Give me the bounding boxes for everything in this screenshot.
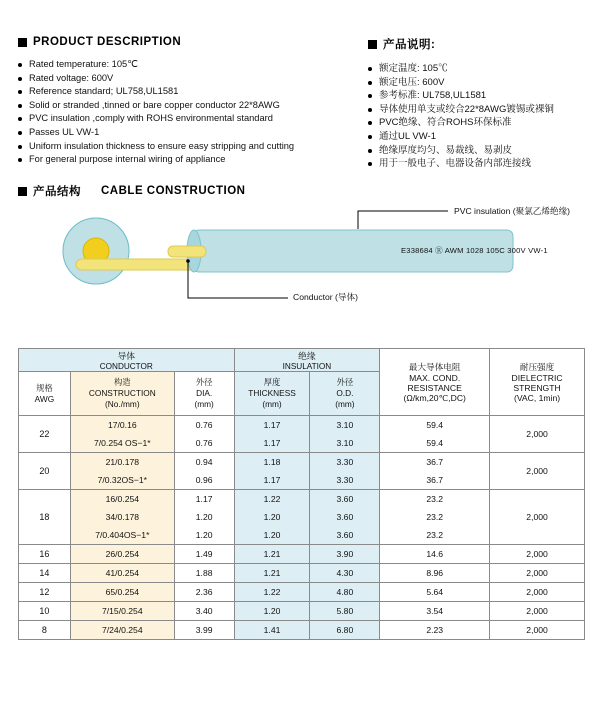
product-description-en	[18, 36, 348, 167]
column-header-dielectric	[490, 349, 585, 416]
column-header-od-unit: (mm)	[335, 399, 355, 409]
column-header-resistance-unit: (Ω/km,20℃,DC)	[403, 392, 466, 403]
list-item: 参考标准: UL758,UL1581	[368, 89, 598, 103]
column-header-od	[310, 372, 380, 416]
cell-line: 16/0.254	[105, 494, 140, 504]
section-title-en: PRODUCT DESCRIPTION	[33, 36, 182, 48]
cell-line: 7/0.404OS−1*	[95, 530, 150, 540]
cell-awg: 18	[19, 490, 71, 545]
column-header-resistance-en1: MAX. COND.	[409, 372, 461, 383]
cell-line: 1.17	[195, 494, 213, 504]
cell-line: 23.2	[426, 530, 444, 540]
table-row	[19, 564, 585, 583]
cell-construction	[70, 416, 174, 453]
cell-awg: 22	[19, 416, 71, 453]
cell-thickness: 1.20	[234, 602, 310, 621]
cell-construction	[70, 490, 174, 545]
column-header-dielectric-en1: DIELECTRIC	[511, 373, 563, 383]
cell-line: 21/0.178	[105, 457, 140, 467]
column-header-dielectric-en2: STRENGTH	[513, 383, 561, 393]
list-item: Reference standard; UL758,UL1581	[18, 85, 348, 99]
list-item: Rated temperature: 105℃	[18, 58, 348, 72]
cell-line: 3.10	[336, 420, 354, 430]
cell-line: 36.7	[426, 475, 444, 485]
table-row	[19, 602, 585, 621]
list-item: 绝缘厚度均匀、易裁线、易剥皮	[368, 144, 598, 158]
cell-awg: 14	[19, 564, 71, 583]
cell-awg: 20	[19, 453, 71, 490]
list-item: 额定电压: 600V	[368, 76, 598, 90]
cell-od: 3.90	[310, 545, 380, 564]
column-header-dia-unit: (mm)	[194, 399, 214, 409]
cell-resistance	[380, 453, 490, 490]
list-item: Passes UL VW-1	[18, 126, 348, 140]
cell-line: 1.22	[263, 494, 281, 504]
cable-construction-title-en: CABLE CONSTRUCTION	[101, 185, 246, 197]
cell-line: 0.76	[195, 420, 213, 430]
cell-awg: 12	[19, 583, 71, 602]
section-title-cn: 产品说明:	[383, 39, 436, 51]
leader-dot	[186, 259, 190, 263]
list-item: PVC insulation ,comply with ROHS environmental standard	[18, 112, 348, 126]
cell-line: 23.2	[426, 494, 444, 504]
table-row	[19, 545, 585, 564]
cell-construction: 7/15/0.254	[70, 602, 174, 621]
table-row	[19, 453, 585, 490]
cell-dielectric: 2,000	[490, 583, 585, 602]
cell-dielectric: 2,000	[490, 453, 585, 490]
cell-awg: 8	[19, 621, 71, 640]
list-item: 额定温度: 105℃	[368, 62, 598, 76]
column-header-od-cn: 外径	[336, 377, 354, 387]
cell-line: 1.20	[263, 512, 281, 522]
table-row	[19, 416, 585, 453]
cell-construction: 26/0.254	[70, 545, 174, 564]
column-header-construction	[70, 372, 174, 416]
column-header-dia-en: DIA.	[196, 388, 213, 398]
group-header-insulation-cn: 绝缘	[298, 351, 316, 361]
section-heading-product-description-cn	[368, 36, 598, 52]
column-header-resistance-en2: RESISTANCE	[407, 382, 462, 393]
column-header-thickness-cn: 厚度	[263, 377, 281, 387]
cell-resistance: 8.96	[380, 564, 490, 583]
cell-resistance: 5.64	[380, 583, 490, 602]
cell-od: 4.30	[310, 564, 380, 583]
cell-line: 1.17	[263, 475, 281, 485]
column-header-resistance	[380, 349, 490, 416]
cell-thickness	[234, 453, 310, 490]
group-header-insulation	[234, 349, 380, 372]
cell-od	[310, 490, 380, 545]
group-header-conductor-cn: 导体	[117, 351, 136, 361]
cell-construction: 7/24/0.254	[70, 621, 174, 640]
section-heading-product-description	[18, 36, 348, 48]
cell-dia	[174, 416, 234, 453]
cell-line: 3.60	[336, 512, 354, 522]
cell-dielectric: 2,000	[490, 545, 585, 564]
cell-line: 1.18	[263, 457, 281, 467]
cell-thickness: 1.41	[234, 621, 310, 640]
cable-construction-diagram	[18, 203, 588, 321]
cable-construction-title-cn: 产品结构	[33, 186, 81, 198]
square-bullet-icon	[18, 187, 27, 196]
group-header-insulation-en: INSULATION	[282, 362, 332, 371]
list-item: Solid or stranded ,tinned or bare copper conductor 22*8AWG	[18, 99, 348, 113]
product-description-cn	[368, 36, 598, 171]
cell-dielectric: 2,000	[490, 490, 585, 545]
cell-line: 23.2	[426, 512, 444, 522]
cell-dia: 3.99	[174, 621, 234, 640]
label-pvc-insulation: PVC insulation (聚氯乙烯绝缘)	[454, 206, 571, 216]
cell-line: 36.7	[426, 457, 444, 467]
column-header-awg-cn: 规格	[36, 382, 53, 393]
cell-line: 3.10	[336, 438, 354, 448]
column-header-dia	[174, 372, 234, 416]
cell-line: 7/0.254 OS−1*	[93, 438, 151, 448]
column-header-thickness	[234, 372, 310, 416]
cell-line: 0.76	[195, 438, 213, 448]
cell-thickness: 1.21	[234, 545, 310, 564]
section-heading-cable-construction	[18, 183, 245, 199]
leader-line-insulation	[358, 211, 448, 229]
cell-dielectric: 2,000	[490, 564, 585, 583]
cell-line: 59.4	[426, 438, 444, 448]
column-header-thickness-en: THICKNESS	[248, 388, 296, 398]
cell-line: 3.30	[336, 475, 354, 485]
group-header-conductor	[19, 349, 235, 372]
column-header-dielectric-unit: (VAC, 1min)	[513, 393, 561, 403]
cell-thickness: 1.22	[234, 583, 310, 602]
list-item: PVC绝缘、符合ROHS环保标准	[368, 116, 598, 130]
cell-thickness	[234, 416, 310, 453]
specification-table	[18, 348, 585, 640]
column-header-dielectric-cn: 耐压强度	[519, 362, 555, 372]
description-list-cn	[368, 62, 598, 171]
table-row	[19, 490, 585, 545]
list-item: Rated voltage: 600V	[18, 72, 348, 86]
list-item: Uniform insulation thickness to ensure easy stripping and cutting	[18, 140, 348, 154]
cell-dielectric: 2,000	[490, 602, 585, 621]
cell-construction	[70, 453, 174, 490]
cell-line: 0.94	[195, 457, 213, 467]
cell-dia: 2.36	[174, 583, 234, 602]
column-header-awg	[19, 372, 71, 416]
column-header-dia-cn: 外径	[195, 377, 213, 387]
cell-line: 34/0.178	[105, 512, 140, 522]
cell-construction: 65/0.254	[70, 583, 174, 602]
cell-dielectric: 2,000	[490, 416, 585, 453]
square-bullet-icon	[368, 40, 377, 49]
cell-line: 1.17	[263, 438, 281, 448]
list-item: 导体使用单支或绞合22*8AWG镀锡或裸铜	[368, 103, 598, 117]
cell-resistance: 2.23	[380, 621, 490, 640]
group-header-conductor-en: CONDUCTOR	[99, 362, 153, 371]
column-header-thickness-unit: (mm)	[262, 399, 282, 409]
cell-line: 1.20	[195, 512, 213, 522]
cell-line: 7/0.32OS−1*	[97, 475, 148, 485]
cell-od: 5.80	[310, 602, 380, 621]
cell-dielectric: 2,000	[490, 621, 585, 640]
cable-diagram-svg	[18, 203, 588, 321]
cell-od: 6.80	[310, 621, 380, 640]
list-item: For general purpose internal wiring of appliance	[18, 153, 348, 167]
cell-od	[310, 416, 380, 453]
cell-line: 1.17	[263, 420, 281, 430]
column-header-construction-unit: (No./mm)	[105, 399, 140, 409]
cell-awg: 16	[19, 545, 71, 564]
cell-line: 1.20	[263, 530, 281, 540]
column-header-awg-en: AWG	[34, 393, 55, 404]
cell-dia: 1.88	[174, 564, 234, 583]
cell-line: 3.60	[336, 530, 354, 540]
cell-resistance	[380, 490, 490, 545]
cell-dia: 3.40	[174, 602, 234, 621]
cable-print-legend: E338684 Ⓡ AWM 1028 105C 300V VW-1	[401, 246, 548, 255]
cell-thickness: 1.21	[234, 564, 310, 583]
cell-resistance: 3.54	[380, 602, 490, 621]
description-list-en	[18, 58, 348, 167]
column-header-construction-en: CONSTRUCTION	[88, 388, 156, 398]
table-group-header-row	[19, 349, 585, 372]
table-row	[19, 621, 585, 640]
cell-line: 1.20	[195, 530, 213, 540]
cell-awg: 10	[19, 602, 71, 621]
square-bullet-icon	[18, 38, 27, 47]
list-item: 用于一般电子、电器设备内部连接线	[368, 157, 598, 171]
cell-od: 4.80	[310, 583, 380, 602]
cell-line: 0.96	[195, 475, 213, 485]
cell-line: 17/0.16	[107, 420, 137, 430]
cell-resistance	[380, 416, 490, 453]
column-header-resistance-cn: 最大导体电阻	[408, 361, 461, 372]
cell-dia: 1.49	[174, 545, 234, 564]
column-header-od-en: O.D.	[336, 388, 354, 398]
cell-dia	[174, 490, 234, 545]
table-row	[19, 583, 585, 602]
cell-dia	[174, 453, 234, 490]
conductor-entry	[168, 246, 206, 257]
cell-resistance: 14.6	[380, 545, 490, 564]
list-item: 通过UL VW-1	[368, 130, 598, 144]
cell-thickness	[234, 490, 310, 545]
cell-line: 3.30	[336, 457, 354, 467]
cell-construction: 41/0.254	[70, 564, 174, 583]
column-header-construction-cn: 构造	[114, 377, 131, 387]
cell-line: 3.60	[336, 494, 354, 504]
cell-line: 59.4	[426, 420, 444, 430]
label-conductor: Conductor (导体)	[293, 292, 358, 302]
cell-od	[310, 453, 380, 490]
